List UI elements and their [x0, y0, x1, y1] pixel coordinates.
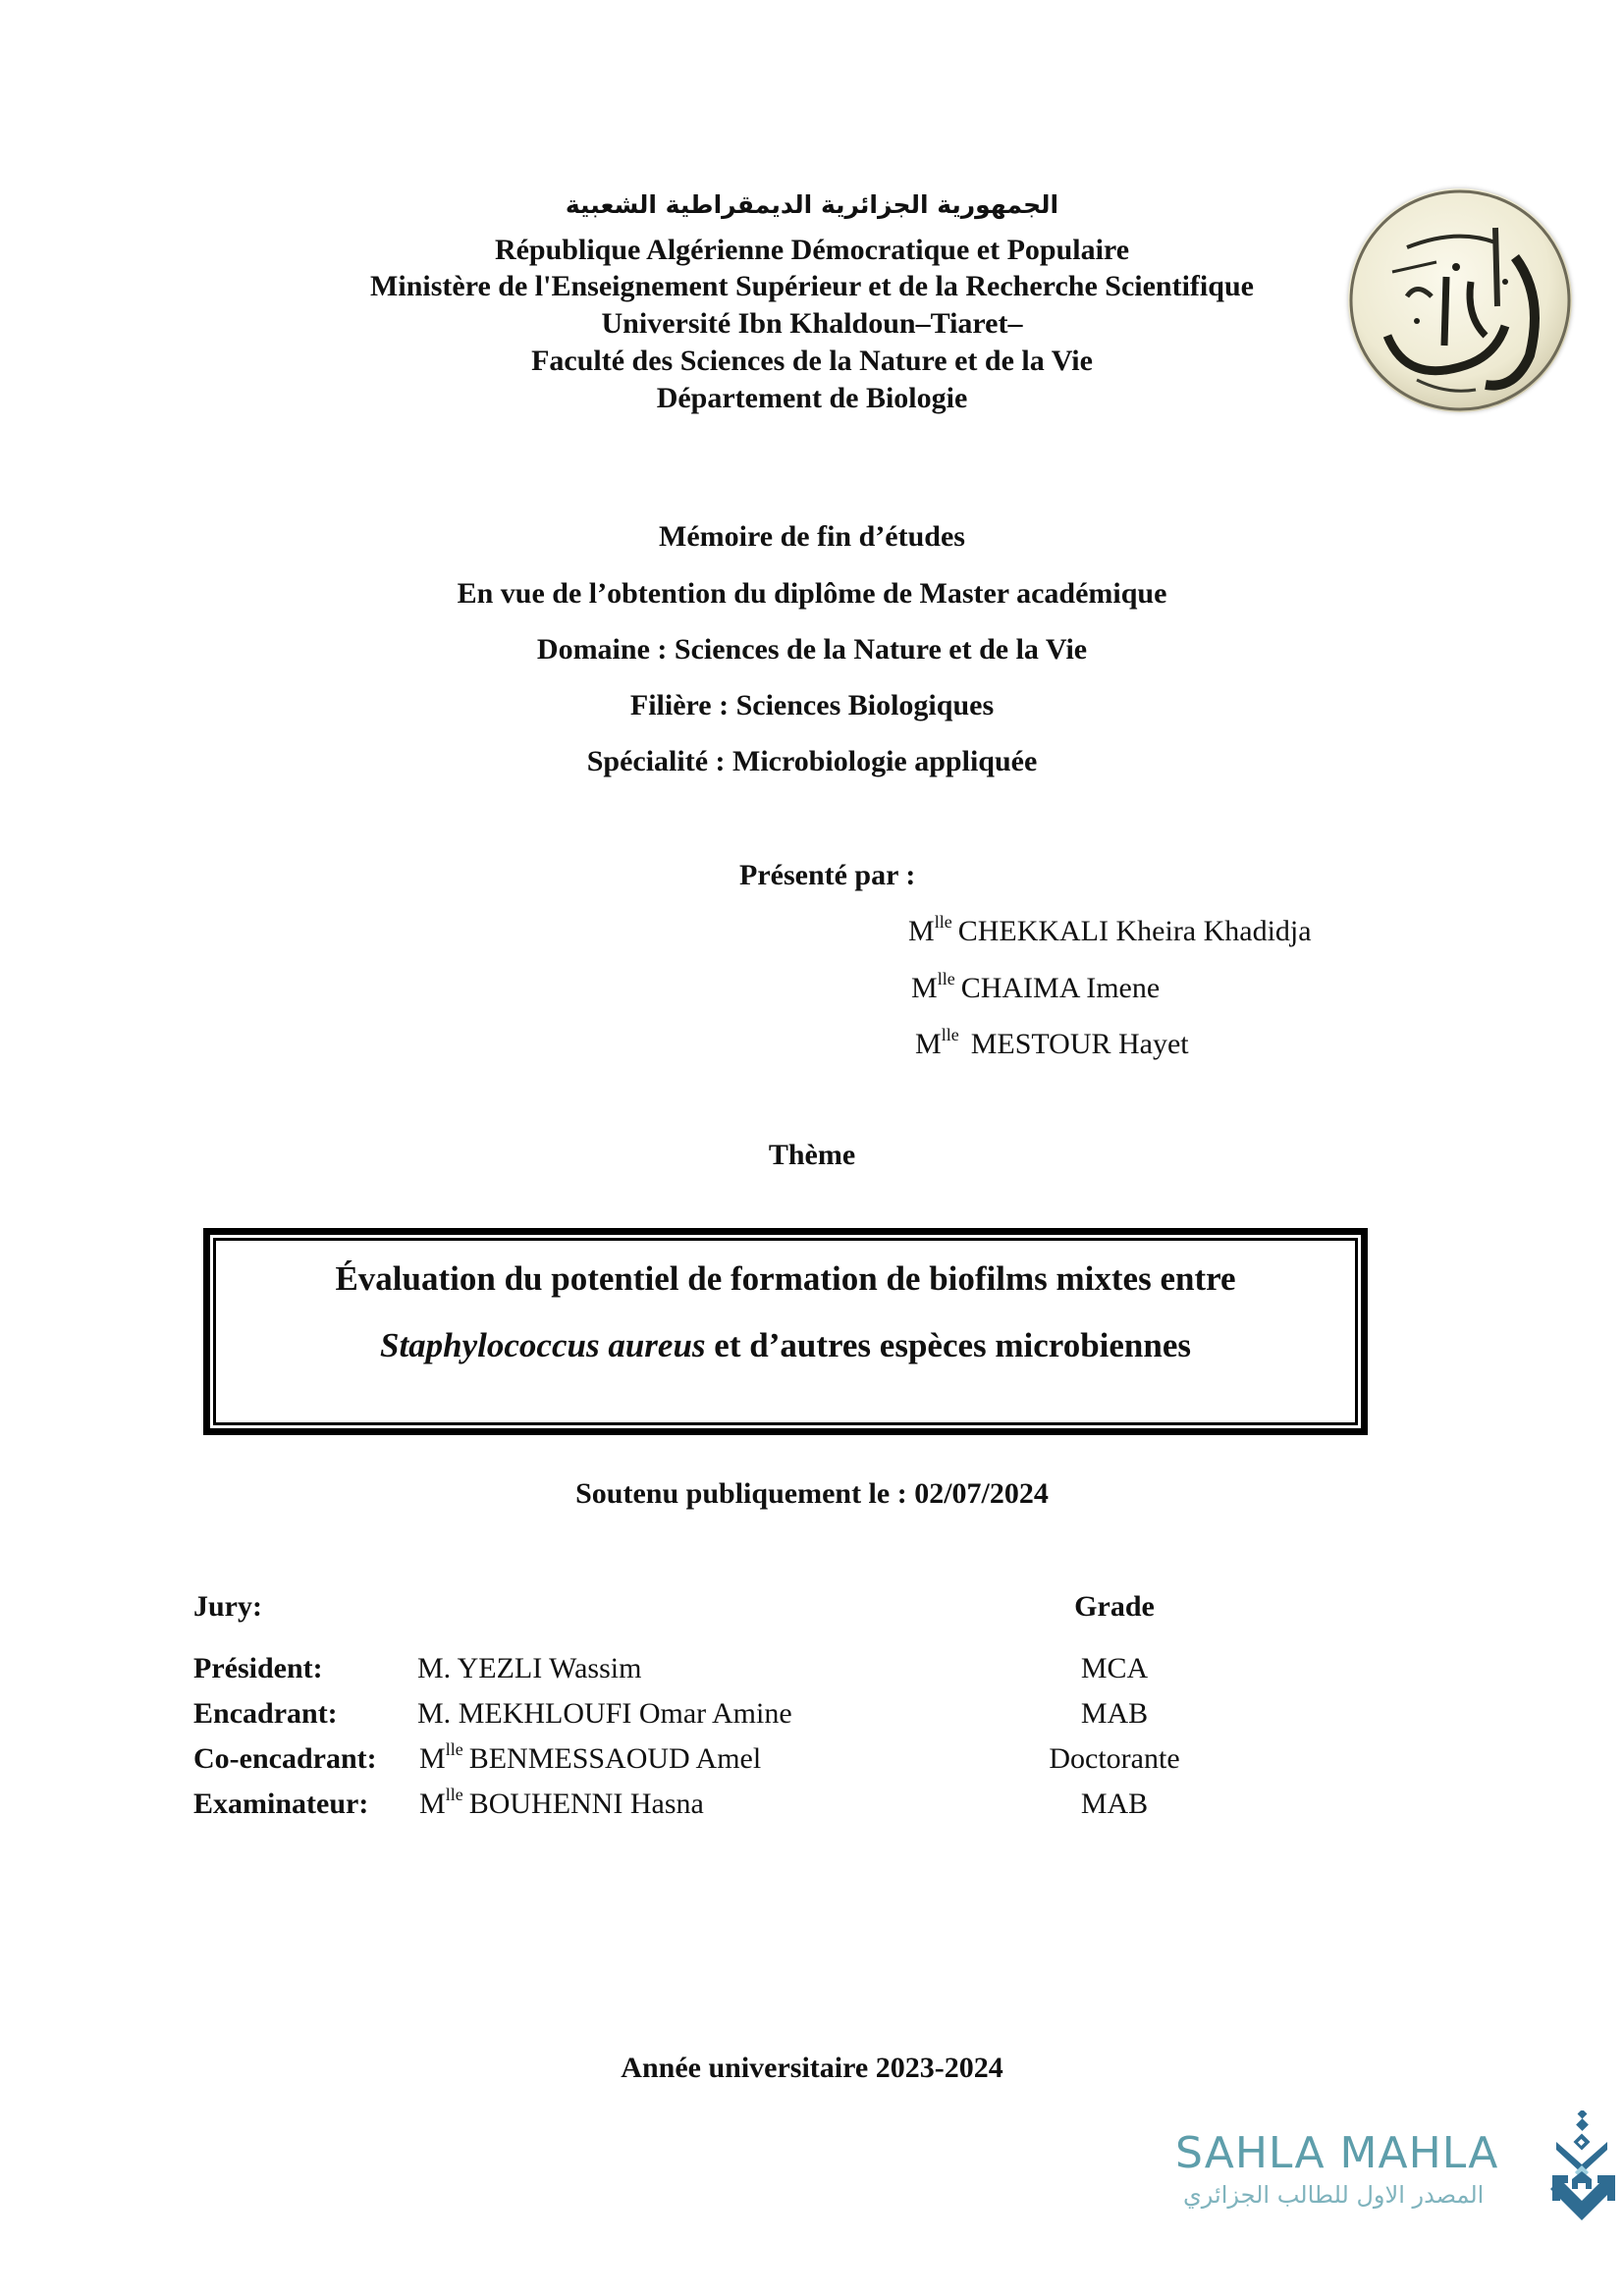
- header-line-university: Université Ibn Khaldoun–Tiaret–: [601, 307, 1023, 340]
- header-line-ministry: Ministère de l'Enseignement Supérieur et de la Recherche Scientifique: [370, 270, 1254, 302]
- jury-role: Co-encadrant:: [193, 1742, 377, 1775]
- header-line-republic: République Algérienne Démocratique et Populaire: [494, 234, 1130, 266]
- thesis-field: Filière : Sciences Biologiques: [629, 689, 995, 721]
- presented-by-label: Présenté par :: [739, 859, 916, 891]
- grade-header: Grade: [1074, 1590, 1155, 1623]
- jury-grade: MCA: [1080, 1652, 1149, 1684]
- jury-member-name: $M^{lle}$ BENMESSAOUD Amel: [419, 1739, 762, 1775]
- jury-member-name: $M^{lle}$ BOUHENNI Hasna: [419, 1785, 704, 1820]
- sahla-mahla-logo-icon: [1546, 2110, 1620, 2228]
- academic-year: Année universitaire 2023-2024: [621, 2052, 1003, 2084]
- header-line-faculty: Faculté des Sciences de la Nature et de la Vie: [531, 345, 1093, 377]
- jury-member-name: M. MEKHLOUFI Omar Amine: [417, 1697, 792, 1730]
- jury-grade: MAB: [1080, 1788, 1149, 1820]
- thesis-diploma: En vue de l’obtention du diplôme de Master académique: [457, 577, 1167, 610]
- thesis-type: Mémoire de fin d’études: [659, 520, 965, 553]
- jury-role: Examinateur:: [193, 1788, 369, 1820]
- jury-role: Encadrant:: [193, 1697, 338, 1730]
- thesis-domain: Domaine : Sciences de la Nature et de la Vie: [536, 633, 1088, 666]
- jury-role: Président:: [193, 1652, 323, 1684]
- brand-name: SAHLA MAHLA: [1175, 2128, 1499, 2178]
- defense-date: Soutenu publiquement le : 02/07/2024: [575, 1477, 1049, 1510]
- jury-grade: MAB: [1080, 1697, 1149, 1730]
- jury-member-name: M. YEZLI Wassim: [417, 1652, 642, 1684]
- species-name: Staphylococcus aureus: [379, 1326, 706, 1364]
- jury-label: Jury:: [193, 1590, 262, 1623]
- theme-label: Thème: [768, 1139, 856, 1171]
- student-name: $M^{lle}$ MESTOUR Hayet: [915, 1025, 1189, 1060]
- jury-grade: Doctorante: [1049, 1742, 1180, 1775]
- arabic-republic-title: الجمهورية الجزائرية الديمقراطية الشعبية: [565, 190, 1059, 219]
- brand-tagline: المصدر الاول للطالب الجزائري: [1183, 2181, 1485, 2209]
- theme-title-line-1: Évaluation du potentiel de formation de biofilms mixtes entre: [335, 1259, 1236, 1298]
- student-name: $M^{lle}$ CHEKKALI Kheira Khadidja: [908, 912, 1312, 947]
- theme-title-line-2: Staphylococcus aureus et d’autres espèces microbiennes: [379, 1326, 1192, 1364]
- thesis-specialty: Spécialité : Microbiologie appliquée: [586, 745, 1038, 777]
- header-line-department: Département de Biologie: [656, 382, 968, 414]
- student-name: $M^{lle}$ CHAIMA Imene: [911, 969, 1161, 1004]
- theme-title-frame: [203, 1228, 1368, 1435]
- sahla-mahla-watermark: [1173, 2110, 1620, 2228]
- university-seal-icon: [1348, 188, 1572, 412]
